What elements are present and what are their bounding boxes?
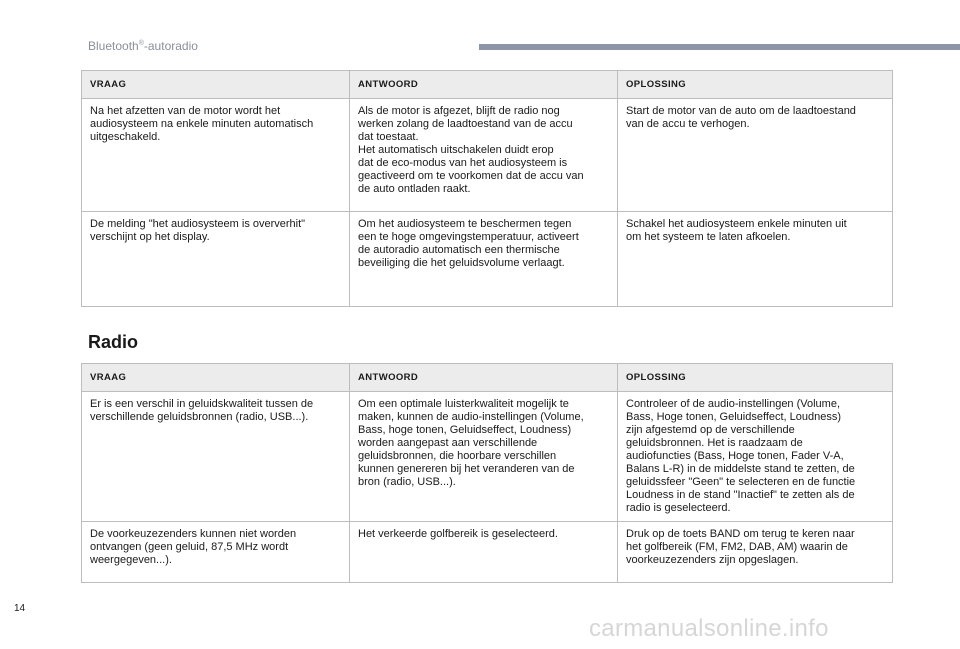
cell-solution: Druk op de toets BAND om terug te keren naar het golfbereik (FM, FM2, DAB, AM) waarin de voorkeuzezenders zijn opgeslagen. bbox=[618, 522, 893, 583]
registered-mark: ® bbox=[138, 40, 144, 47]
cell-question: Er is een verschil in geluidskwaliteit tussen de verschillende geluidsbronnen (radio, USB...). bbox=[82, 392, 350, 522]
column-header-answer: ANTWOORD bbox=[350, 364, 618, 392]
running-head-title: Bluetooth bbox=[88, 39, 139, 53]
cell-question: De melding "het audiosysteem is oververhit" verschijnt op het display. bbox=[82, 212, 350, 307]
table-header-row bbox=[82, 364, 893, 392]
cell-answer: Als de motor is afgezet, blijft de radio nog werken zolang de laadtoestand van de accu dat toestaat. Het automatisch uitschakelen duidt erop dat de eco-modus van het audiosysteem is geactiveerd om te voorkomen dat de accu van de auto ontladen raakt. bbox=[350, 99, 618, 212]
running-head-suffix: -autoradio bbox=[143, 39, 198, 53]
troubleshooting-table-radio bbox=[81, 363, 893, 583]
cell-answer: Het verkeerde golfbereik is geselecteerd. bbox=[350, 522, 618, 583]
column-header-answer: ANTWOORD bbox=[350, 71, 618, 99]
cell-answer: Om een optimale luisterkwaliteit mogelijk te maken, kunnen de audio-instellingen (Volume, Bass, hoge tonen, Geluidseffect, Loudness) worden aangepast aan verschillende geluidsbronnen, die hoorbare verschillen kunnen genereren bij het veranderen van de bron (radio, USB...). bbox=[350, 392, 618, 522]
table-row bbox=[82, 522, 893, 583]
table-row bbox=[82, 99, 893, 212]
cell-answer: Om het audiosysteem te beschermen tegen een te hoge omgevingstemperatuur, activeert de autoradio automatisch een thermische beveiliging die het geluidsvolume verlaagt. bbox=[350, 212, 618, 307]
cell-question: De voorkeuzezenders kunnen niet worden ontvangen (geen geluid, 87,5 MHz wordt weergegeven...). bbox=[82, 522, 350, 583]
column-header-solution: OPLOSSING bbox=[618, 364, 893, 392]
table-row bbox=[82, 212, 893, 307]
page-number: 14 bbox=[14, 603, 26, 614]
cell-solution: Schakel het audiosysteem enkele minuten uit om het systeem te laten afkoelen. bbox=[618, 212, 893, 307]
table-header-row bbox=[82, 71, 893, 99]
table-row bbox=[82, 392, 893, 522]
running-head bbox=[88, 39, 198, 53]
column-header-solution: OPLOSSING bbox=[618, 71, 893, 99]
cell-solution: Start de motor van de auto om de laadtoestand van de accu te verhogen. bbox=[618, 99, 893, 212]
section-title-radio: Radio bbox=[88, 332, 139, 352]
troubleshooting-table-general bbox=[81, 70, 893, 307]
watermark-text: carmanualsonline.info bbox=[589, 615, 829, 642]
header-bar bbox=[479, 44, 960, 50]
column-header-question: VRAAG bbox=[82, 71, 350, 99]
cell-question: Na het afzetten van de motor wordt het audiosysteem na enkele minuten automatisch uitgeschakeld. bbox=[82, 99, 350, 212]
cell-solution: Controleer of de audio-instellingen (Volume, Bass, Hoge tonen, Geluidseffect, Loudness) zijn afgestemd op de verschillende geluidsbronnen. Het is raadzaam de audiofuncties (Bass, Hoge tonen, Fader V-A, Balans L-R) in de middelste stand te zetten, de geluidssfeer "Geen" te selecteren en de functie Loudness in de stand "Inactief" te zetten als de radio is geselecteerd. bbox=[618, 392, 893, 522]
column-header-question: VRAAG bbox=[82, 364, 350, 392]
